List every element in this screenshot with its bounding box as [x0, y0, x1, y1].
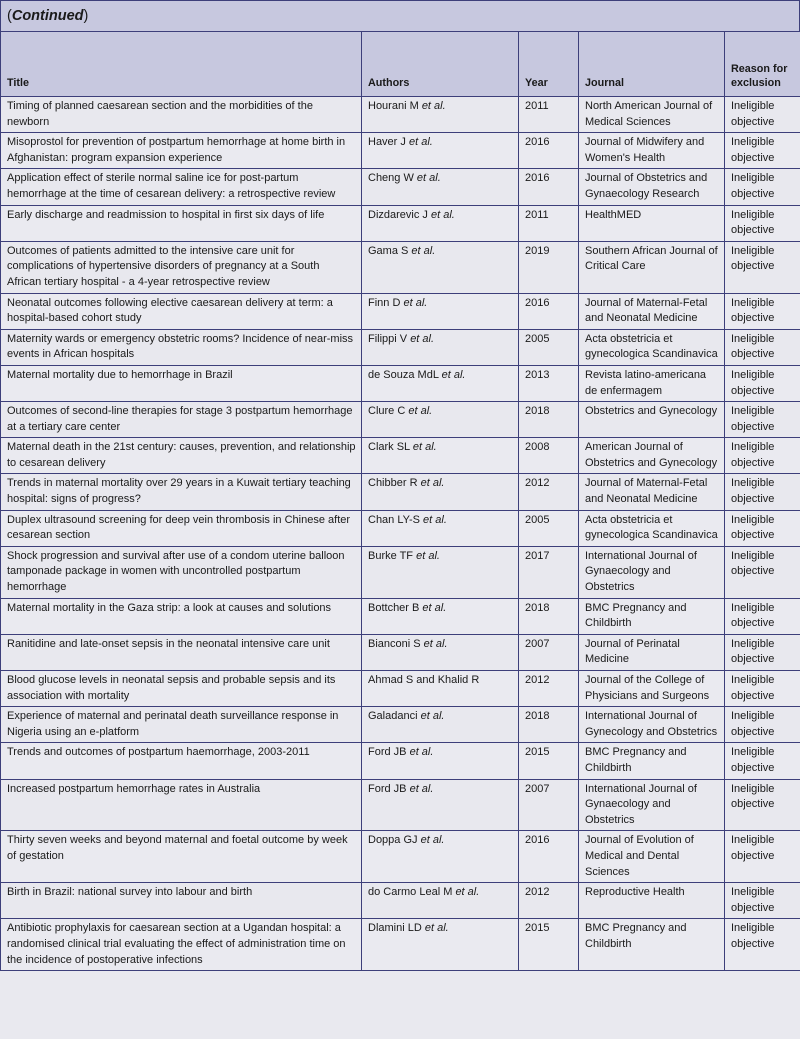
table-row [1, 598, 800, 634]
cell-authors [362, 402, 519, 438]
table-row [1, 919, 800, 971]
cell-reason: Ineligible objective [725, 402, 800, 438]
cell-journal: BMC Pregnancy and Childbirth [579, 598, 725, 634]
author-name: Ahmad S and Khalid R [368, 674, 480, 686]
cell-year: 2007 [519, 779, 579, 831]
cell-journal: International Journal of Gynecology and Obstetrics [579, 707, 725, 743]
cell-reason: Ineligible objective [725, 883, 800, 919]
cell-year: 2018 [519, 598, 579, 634]
cell-title: Maternal mortality in the Gaza strip: a look at causes and solutions [1, 598, 362, 634]
cell-year: 2011 [519, 97, 579, 133]
cell-title: Neonatal outcomes following elective caesarean delivery at term: a hospital-based cohort study [1, 293, 362, 329]
cell-title: Outcomes of patients admitted to the intensive care unit for complications of hypertensive disorders of pregnancy at a South African tertiary hospital - a 4-year retrospective review [1, 241, 362, 293]
cell-year: 2005 [519, 510, 579, 546]
cell-year: 2016 [519, 831, 579, 883]
cell-year: 2017 [519, 546, 579, 598]
et-al-text: et al. [408, 405, 433, 418]
cell-title: Outcomes of second-line therapies for stage 3 postpartum hemorrhage at a tertiary care center [1, 402, 362, 438]
cell-title: Timing of planned caesarean section and the morbidities of the newborn [1, 97, 362, 133]
cell-title: Experience of maternal and perinatal death surveillance response in Nigeria using an e-platform [1, 707, 362, 743]
cell-authors [362, 671, 519, 707]
caption-continued: Continued [11, 8, 84, 24]
header-reason: Reason for exclusion [725, 32, 800, 97]
author-name: Chibber R [368, 477, 418, 490]
cell-authors [362, 133, 519, 169]
cell-authors [362, 707, 519, 743]
table-row [1, 133, 800, 169]
cell-reason: Ineligible objective [725, 133, 800, 169]
cell-year: 2015 [519, 919, 579, 971]
et-al-text: et al. [412, 441, 437, 454]
table-row [1, 743, 800, 779]
cell-journal: Journal of Midwifery and Women's Health [579, 133, 725, 169]
et-al-text: et al. [410, 332, 435, 345]
cell-journal: American Journal of Obstetrics and Gynecology [579, 438, 725, 474]
table-row [1, 365, 800, 401]
cell-reason: Ineligible objective [725, 919, 800, 971]
cell-title: Thirty seven weeks and beyond maternal and foetal outcome by week of gestation [1, 831, 362, 883]
cell-year: 2016 [519, 133, 579, 169]
cell-authors [362, 365, 519, 401]
cell-reason: Ineligible objective [725, 831, 800, 883]
cell-authors [362, 634, 519, 670]
cell-title: Application effect of sterile normal saline ice for post-partum hemorrhage at the time of cesarean delivery: a retrospective review [1, 169, 362, 205]
author-name: Dlamini LD [368, 922, 422, 935]
cell-journal: Southern African Journal of Critical Care [579, 241, 725, 293]
cell-authors [362, 546, 519, 598]
cell-authors [362, 97, 519, 133]
table-caption [0, 0, 800, 31]
author-name: Cheng W [368, 172, 414, 185]
header-row [1, 32, 800, 97]
cell-title: Duplex ultrasound screening for deep vein thrombosis in Chinese after cesarean section [1, 510, 362, 546]
cell-journal: International Journal of Gynaecology and Obstetrics [579, 546, 725, 598]
cell-reason: Ineligible objective [725, 474, 800, 510]
cell-title: Maternity wards or emergency obstetric rooms? Incidence of near-miss events in African hospitals [1, 329, 362, 365]
cell-authors [362, 205, 519, 241]
author-name: Clure C [368, 405, 406, 418]
cell-authors [362, 743, 519, 779]
et-al-text: et al. [409, 746, 434, 759]
cell-title: Early discharge and readmission to hospital in first six days of life [1, 205, 362, 241]
cell-journal: Acta obstetricia et gynecologica Scandinavica [579, 510, 725, 546]
cell-title: Maternal mortality due to hemorrhage in Brazil [1, 365, 362, 401]
cell-title: Shock progression and survival after use of a condom uterine balloon tamponade package in women with uncontrolled postpartum hemorrhage [1, 546, 362, 598]
cell-reason: Ineligible objective [725, 598, 800, 634]
et-al-text: et al. [424, 922, 449, 935]
cell-title: Ranitidine and late-onset sepsis in the neonatal intensive care unit [1, 634, 362, 670]
cell-reason: Ineligible objective [725, 743, 800, 779]
cell-reason: Ineligible objective [725, 671, 800, 707]
cell-year: 2018 [519, 707, 579, 743]
author-name: Finn D [368, 296, 401, 309]
table-row [1, 883, 800, 919]
et-al-text: et al. [409, 782, 434, 795]
author-name: Galadanci [368, 710, 418, 723]
author-name: Clark SL [368, 441, 410, 454]
cell-authors [362, 510, 519, 546]
author-name: Dizdarevic J [368, 208, 428, 221]
table-row [1, 707, 800, 743]
cell-year: 2018 [519, 402, 579, 438]
header-title: Title [1, 32, 362, 97]
cell-title: Birth in Brazil: national survey into labour and birth [1, 883, 362, 919]
cell-journal: BMC Pregnancy and Childbirth [579, 743, 725, 779]
author-name: Bianconi S [368, 637, 421, 650]
et-al-text: et al. [441, 368, 466, 381]
et-al-text: et al. [430, 208, 455, 221]
cell-reason: Ineligible objective [725, 510, 800, 546]
table-row [1, 97, 800, 133]
cell-journal: Journal of Maternal-Fetal and Neonatal Medicine [579, 474, 725, 510]
et-al-text: et al. [411, 244, 436, 257]
author-name: Chan LY-S [368, 513, 420, 526]
cell-journal: North American Journal of Medical Sciences [579, 97, 725, 133]
cell-reason: Ineligible objective [725, 329, 800, 365]
author-name: Haver J [368, 136, 406, 149]
et-al-text: et al. [423, 637, 448, 650]
table-row [1, 779, 800, 831]
cell-title: Maternal death in the 21st century: causes, prevention, and relationship to cesarean delivery [1, 438, 362, 474]
table-row [1, 169, 800, 205]
exclusion-table [0, 31, 800, 971]
cell-journal: Reproductive Health [579, 883, 725, 919]
cell-authors [362, 779, 519, 831]
table-row [1, 329, 800, 365]
caption-close-paren: ) [83, 8, 89, 24]
cell-year: 2016 [519, 169, 579, 205]
cell-title: Trends and outcomes of postpartum haemorrhage, 2003-2011 [1, 743, 362, 779]
cell-journal: Journal of Obstetrics and Gynaecology Research [579, 169, 725, 205]
cell-year: 2011 [519, 205, 579, 241]
et-al-text: et al. [420, 834, 445, 847]
author-name: Filippi V [368, 332, 408, 345]
cell-year: 2019 [519, 241, 579, 293]
cell-reason: Ineligible objective [725, 97, 800, 133]
et-al-text: et al. [416, 172, 441, 185]
cell-year: 2015 [519, 743, 579, 779]
cell-reason: Ineligible objective [725, 365, 800, 401]
et-al-text: et al. [420, 477, 445, 490]
et-al-text: et al. [403, 296, 428, 309]
cell-year: 2012 [519, 474, 579, 510]
cell-journal: HealthMED [579, 205, 725, 241]
cell-authors [362, 883, 519, 919]
cell-reason: Ineligible objective [725, 779, 800, 831]
author-name: Doppa GJ [368, 834, 418, 847]
cell-authors [362, 293, 519, 329]
cell-authors [362, 241, 519, 293]
cell-journal: Journal of the College of Physicians and Surgeons [579, 671, 725, 707]
table-row [1, 831, 800, 883]
table-row [1, 634, 800, 670]
caption-open-paren: ( [7, 8, 12, 24]
cell-authors [362, 438, 519, 474]
table-row [1, 546, 800, 598]
table-body [1, 97, 800, 971]
author-name: do Carmo Leal M [368, 886, 453, 899]
cell-journal: Obstetrics and Gynecology [579, 402, 725, 438]
table-row [1, 510, 800, 546]
table-row [1, 402, 800, 438]
et-al-text: et al. [420, 710, 445, 723]
cell-year: 2012 [519, 883, 579, 919]
cell-authors [362, 598, 519, 634]
cell-reason: Ineligible objective [725, 293, 800, 329]
cell-title: Blood glucose levels in neonatal sepsis and probable sepsis and its association with mortality [1, 671, 362, 707]
cell-title: Antibiotic prophylaxis for caesarean section at a Ugandan hospital: a randomised clinical trial evaluating the effect of administration time on the incidence of postoperative infections [1, 919, 362, 971]
author-name: Bottcher B [368, 601, 420, 614]
cell-reason: Ineligible objective [725, 241, 800, 293]
cell-reason: Ineligible objective [725, 707, 800, 743]
author-name: Gama S [368, 244, 409, 257]
cell-journal: Journal of Evolution of Medical and Dental Sciences [579, 831, 725, 883]
author-name: Hourani M [368, 100, 419, 112]
table-row [1, 205, 800, 241]
et-al-text: et al. [455, 886, 480, 899]
cell-reason: Ineligible objective [725, 205, 800, 241]
author-name: Burke TF [368, 549, 414, 562]
cell-year: 2016 [519, 293, 579, 329]
cell-year: 2005 [519, 329, 579, 365]
et-al-text: et al. [422, 601, 447, 614]
cell-year: 2007 [519, 634, 579, 670]
cell-journal: Revista latino-americana de enfermagem [579, 365, 725, 401]
cell-journal: Journal of Maternal-Fetal and Neonatal Medicine [579, 293, 725, 329]
table-row [1, 671, 800, 707]
cell-title: Trends in maternal mortality over 29 years in a Kuwait tertiary teaching hospital: signs of progress? [1, 474, 362, 510]
author-name: Ford JB [368, 746, 407, 759]
cell-journal: Journal of Perinatal Medicine [579, 634, 725, 670]
cell-journal: BMC Pregnancy and Childbirth [579, 919, 725, 971]
cell-authors [362, 831, 519, 883]
cell-year: 2008 [519, 438, 579, 474]
cell-reason: Ineligible objective [725, 546, 800, 598]
table-row [1, 241, 800, 293]
cell-journal: International Journal of Gynaecology and Obstetrics [579, 779, 725, 831]
et-al-text: et al. [416, 549, 440, 562]
cell-authors [362, 474, 519, 510]
cell-reason: Ineligible objective [725, 634, 800, 670]
cell-year: 2013 [519, 365, 579, 401]
header-journal: Journal [579, 32, 725, 97]
header-authors: Authors [362, 32, 519, 97]
cell-reason: Ineligible objective [725, 169, 800, 205]
cell-authors [362, 169, 519, 205]
cell-reason: Ineligible objective [725, 438, 800, 474]
et-al-text: et al. [421, 100, 446, 112]
cell-year: 2012 [519, 671, 579, 707]
et-al-text: et al. [423, 513, 447, 526]
author-name: de Souza MdL [368, 368, 439, 381]
cell-authors [362, 329, 519, 365]
header-year: Year [519, 32, 579, 97]
table-row [1, 474, 800, 510]
table-row [1, 293, 800, 329]
author-name: Ford JB [368, 782, 407, 795]
et-al-text: et al. [408, 136, 433, 149]
table-row [1, 438, 800, 474]
cell-journal: Acta obstetricia et gynecologica Scandinavica [579, 329, 725, 365]
cell-title: Increased postpartum hemorrhage rates in Australia [1, 779, 362, 831]
cell-authors [362, 919, 519, 971]
cell-title: Misoprostol for prevention of postpartum hemorrhage at home birth in Afghanistan: program expansion experience [1, 133, 362, 169]
